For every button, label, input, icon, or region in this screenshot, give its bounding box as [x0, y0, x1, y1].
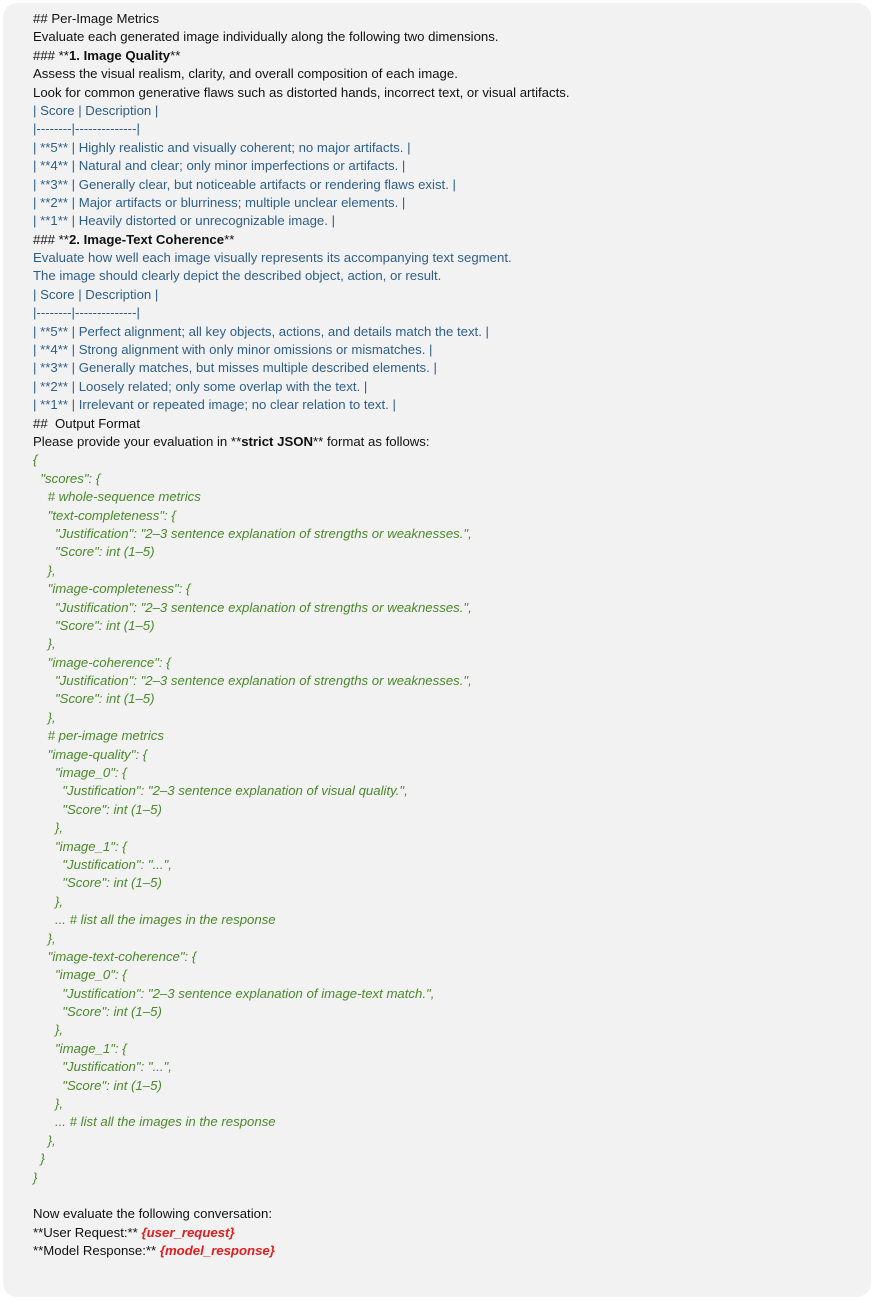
- json-line: "Justification": "...",: [33, 1059, 172, 1075]
- coherence-table-row: | **3** | Generally matches, but misses multiple described elements. |: [33, 360, 437, 376]
- heading-bold: 1. Image Quality: [68, 47, 171, 63]
- json-line: "Justification": "2–3 sentence explanation of strengths or weaknesses.",: [33, 599, 472, 615]
- json-line: },: [33, 893, 64, 909]
- intro-suffix: ** format as follows:: [313, 433, 430, 449]
- json-line: ... # list all the images in the response: [33, 912, 276, 928]
- image-quality-heading: [33, 47, 871, 65]
- json-line: ... # list all the images in the response: [33, 1114, 276, 1130]
- json-line: "image_1": {: [33, 1040, 127, 1056]
- heading-suffix: **: [170, 47, 181, 63]
- json-line: "image_0": {: [33, 765, 127, 781]
- json-line: "Justification": "2–3 sentence explanation of strengths or weaknesses.",: [33, 673, 472, 689]
- json-line: "Score": int (1–5): [33, 544, 155, 560]
- json-line: "image-coherence": {: [33, 654, 171, 670]
- json-line: "scores": {: [33, 470, 101, 486]
- per-image-heading: ## Per-Image Metrics: [33, 11, 160, 26]
- quality-table-row: | **3** | Generally clear, but noticeable artifacts or rendering flaws exist. |: [33, 176, 456, 192]
- quality-table-row: | **2** | Major artifacts or blurriness; multiple unclear elements. |: [33, 194, 406, 210]
- json-line: }: [33, 1151, 45, 1167]
- heading-bold: 2. Image-Text Coherence: [68, 231, 225, 247]
- json-line: },: [33, 709, 56, 725]
- json-line: "Justification": "2–3 sentence explanation of image-text match.",: [33, 985, 435, 1001]
- heading-prefix: ### **: [33, 231, 69, 247]
- model-response-line: [33, 1242, 871, 1260]
- intro-bold: strict JSON: [241, 433, 314, 449]
- json-line: },: [33, 1132, 56, 1148]
- json-line: "image-quality": {: [33, 746, 148, 762]
- intro-prefix: Please provide your evaluation in **: [33, 433, 242, 449]
- json-line: "Score": int (1–5): [33, 1077, 162, 1093]
- footer-intro: Now evaluate the following conversation:: [33, 1206, 272, 1222]
- coherence-desc-2: The image should clearly depict the described object, action, or result.: [33, 268, 442, 284]
- json-line: "Score": int (1–5): [33, 801, 162, 817]
- quality-table-separator: |--------|--------------|: [33, 121, 140, 137]
- coherence-table-separator: |--------|--------------|: [33, 305, 140, 321]
- json-line: },: [33, 820, 64, 836]
- json-format-block: [33, 451, 871, 1187]
- json-line: # per-image metrics: [33, 728, 164, 744]
- json-line: "image_0": {: [33, 967, 127, 983]
- json-line: "Score": int (1–5): [33, 691, 155, 707]
- coherence-table-row: | **5** | Perfect alignment; all key objects, actions, and details match the text. |: [33, 323, 489, 339]
- model-response-label: **Model Response:**: [33, 1243, 160, 1259]
- json-line: "image_1": {: [33, 838, 127, 854]
- coherence-table-row: | **2** | Loosely related; only some overlap with the text. |: [33, 378, 368, 394]
- json-line: "image-text-coherence": {: [33, 948, 197, 964]
- quality-table-row: | **5** | Highly realistic and visually coherent; no major artifacts. |: [33, 139, 411, 155]
- json-line: "Score": int (1–5): [33, 1004, 162, 1020]
- quality-table-row: | **1** | Heavily distorted or unrecognizable image. |: [33, 213, 336, 229]
- json-line: "Justification": "...",: [33, 856, 172, 872]
- json-line: },: [33, 1022, 64, 1038]
- prompt-panel: [3, 3, 871, 1297]
- json-line: "Justification": "2–3 sentence explanation of visual quality.",: [33, 783, 408, 799]
- per-image-intro: Evaluate each generated image individually along the following two dimensions.: [33, 29, 499, 45]
- spacer: [33, 1187, 871, 1205]
- output-format-heading: ## Output Format: [33, 415, 141, 431]
- quality-table-header: | Score | Description |: [33, 102, 159, 118]
- json-line: "Score": int (1–5): [33, 875, 162, 891]
- output-format-intro: [33, 433, 871, 451]
- json-line: "Score": int (1–5): [33, 617, 155, 633]
- json-line: }: [33, 1169, 38, 1185]
- json-line: },: [33, 930, 56, 946]
- image-quality-desc-1: Assess the visual realism, clarity, and overall composition of each image.: [33, 66, 458, 82]
- user-request-label: **User Request:**: [33, 1224, 142, 1240]
- user-request-placeholder: {user_request}: [141, 1224, 235, 1240]
- coherence-table-header: | Score | Description |: [33, 286, 159, 302]
- json-line: {: [33, 452, 38, 468]
- coherence-table-row: | **1** | Irrelevant or repeated image; no clear relation to text. |: [33, 397, 396, 413]
- image-quality-desc-2: Look for common generative flaws such as distorted hands, incorrect text, or visual artifacts.: [33, 84, 570, 100]
- json-line: },: [33, 562, 56, 578]
- image-text-coherence-heading: [33, 231, 871, 249]
- json-line: "text-completeness": {: [33, 507, 176, 523]
- model-response-placeholder: {model_response}: [159, 1243, 275, 1259]
- json-line: },: [33, 1096, 64, 1112]
- coherence-desc-1: Evaluate how well each image visually represents its accompanying text segment.: [33, 250, 512, 266]
- json-line: # whole-sequence metrics: [33, 489, 201, 505]
- json-line: },: [33, 636, 56, 652]
- heading-prefix: ### **: [33, 47, 69, 63]
- coherence-table-row: | **4** | Strong alignment with only minor omissions or mismatches. |: [33, 342, 433, 358]
- quality-table-row: | **4** | Natural and clear; only minor imperfections or artifacts. |: [33, 158, 406, 174]
- json-line: "image-completeness": {: [33, 581, 191, 597]
- user-request-line: [33, 1224, 871, 1242]
- json-line: "Justification": "2–3 sentence explanation of strengths or weaknesses.",: [33, 525, 472, 541]
- heading-suffix: **: [224, 231, 235, 247]
